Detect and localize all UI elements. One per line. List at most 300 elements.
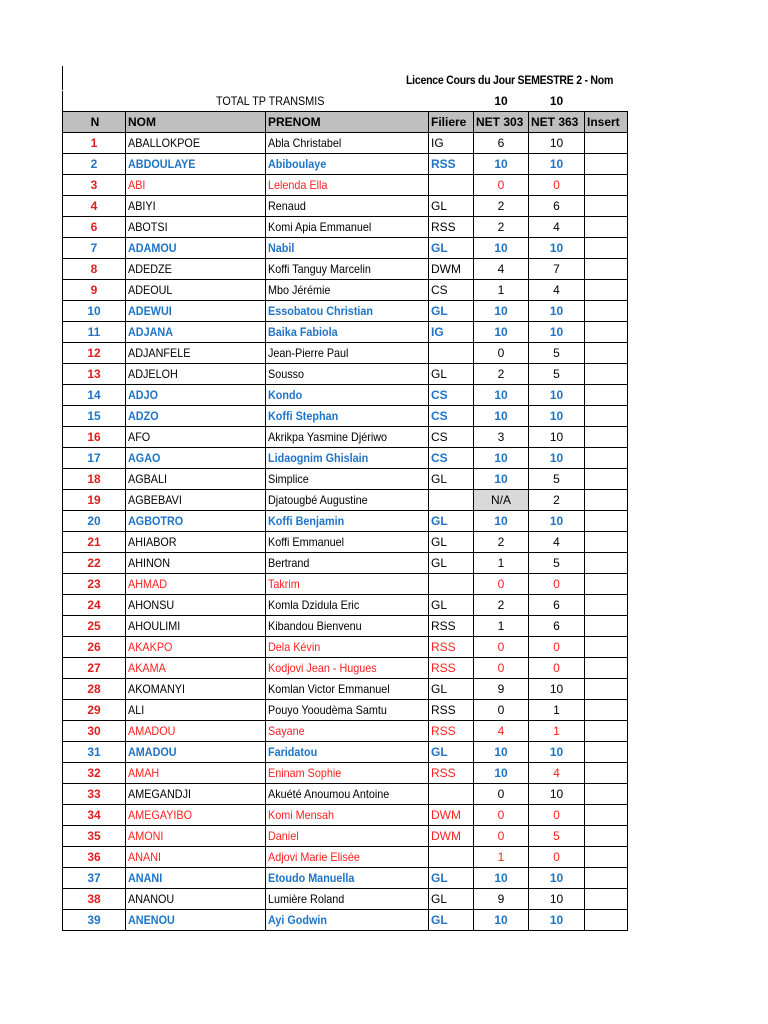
cell-prenom[interactable] [266, 196, 429, 217]
cell-net363[interactable]: 6 [529, 196, 585, 217]
cell-insert[interactable] [585, 553, 628, 574]
header-net363[interactable]: NET 363 [529, 112, 585, 133]
cell-n[interactable]: 18 [63, 469, 126, 490]
cell-insert[interactable] [585, 532, 628, 553]
cell-net363[interactable]: 5 [529, 826, 585, 847]
cell-n[interactable]: 13 [63, 364, 126, 385]
cell-n[interactable]: 8 [63, 259, 126, 280]
cell-net303[interactable]: 10 [474, 910, 529, 931]
cell-net363[interactable]: 10 [529, 448, 585, 469]
cell-prenom[interactable] [266, 532, 429, 553]
cell-prenom-text: Abiboulaye [268, 157, 327, 171]
cell-net363[interactable]: 4 [529, 217, 585, 238]
cell-filiere[interactable]: GL [429, 679, 474, 700]
cell-nom[interactable] [126, 784, 266, 805]
cell-n[interactable]: 3 [63, 175, 126, 196]
cell-filiere[interactable] [429, 784, 474, 805]
cell-nom[interactable] [126, 259, 266, 280]
cell-n[interactable]: 31 [63, 742, 126, 763]
cell-filiere[interactable]: RSS [429, 616, 474, 637]
header-filiere[interactable]: Filiere [429, 112, 474, 133]
cell-prenom[interactable] [266, 511, 429, 532]
cell-filiere[interactable]: GL [429, 532, 474, 553]
cell-filiere[interactable]: IG [429, 133, 474, 154]
total-row [63, 91, 628, 112]
cell-net363[interactable]: 10 [529, 868, 585, 889]
cell-net303[interactable]: 9 [474, 889, 529, 910]
cell-prenom[interactable] [266, 469, 429, 490]
cell-prenom[interactable] [266, 427, 429, 448]
cell-net363[interactable]: 10 [529, 679, 585, 700]
cell-prenom[interactable] [266, 574, 429, 595]
cell-net363[interactable]: 10 [529, 154, 585, 175]
cell-net303[interactable]: 2 [474, 217, 529, 238]
cell-filiere[interactable]: GL [429, 742, 474, 763]
cell-net363[interactable]: 5 [529, 553, 585, 574]
cell-nom[interactable] [126, 154, 266, 175]
cell-net363[interactable]: 7 [529, 259, 585, 280]
cell-nom[interactable] [126, 868, 266, 889]
cell-filiere[interactable]: GL [429, 910, 474, 931]
cell-nom-text: ALI [128, 703, 145, 717]
cell-n[interactable]: 6 [63, 217, 126, 238]
cell-net363[interactable]: 10 [529, 742, 585, 763]
cell-net303[interactable]: 2 [474, 595, 529, 616]
cell-filiere[interactable]: GL [429, 868, 474, 889]
cell-n[interactable]: 17 [63, 448, 126, 469]
cell-insert[interactable] [585, 469, 628, 490]
cell-net303[interactable]: 10 [474, 511, 529, 532]
cell-net363[interactable]: 10 [529, 238, 585, 259]
cell-insert[interactable] [585, 574, 628, 595]
cell-net363[interactable]: 1 [529, 721, 585, 742]
cell-net303[interactable]: 1 [474, 553, 529, 574]
cell-n[interactable]: 26 [63, 637, 126, 658]
header-insert[interactable]: Insert [585, 112, 628, 133]
cell-filiere[interactable]: GL [429, 553, 474, 574]
cell-net303[interactable]: 10 [474, 385, 529, 406]
cell-net303[interactable]: 10 [474, 154, 529, 175]
cell-prenom[interactable] [266, 448, 429, 469]
cell-filiere[interactable]: CS [429, 427, 474, 448]
cell-n[interactable]: 28 [63, 679, 126, 700]
cell-nom[interactable] [126, 658, 266, 679]
cell-n[interactable]: 32 [63, 763, 126, 784]
cell-prenom[interactable] [266, 259, 429, 280]
cell-prenom[interactable] [266, 721, 429, 742]
cell-insert[interactable] [585, 637, 628, 658]
cell-prenom[interactable] [266, 406, 429, 427]
sheet-left-border [62, 66, 63, 90]
cell-net363[interactable]: 0 [529, 805, 585, 826]
cell-filiere[interactable]: RSS [429, 637, 474, 658]
cell-insert[interactable] [585, 868, 628, 889]
cell-n[interactable]: 37 [63, 868, 126, 889]
cell-filiere[interactable]: DWM [429, 826, 474, 847]
cell-prenom-text: Mbo Jérémie [268, 283, 331, 297]
table-row [63, 910, 628, 931]
cell-net363[interactable]: 4 [529, 280, 585, 301]
cell-net363[interactable]: 6 [529, 595, 585, 616]
cell-net363[interactable]: 10 [529, 301, 585, 322]
cell-net363[interactable]: 0 [529, 637, 585, 658]
cell-n[interactable]: 34 [63, 805, 126, 826]
cell-nom[interactable] [126, 427, 266, 448]
cell-nom-text: AKAMA [128, 661, 166, 675]
cell-filiere[interactable]: CS [429, 448, 474, 469]
cell-insert[interactable] [585, 238, 628, 259]
cell-net303[interactable]: N/A [474, 490, 529, 511]
cell-filiere[interactable]: CS [429, 385, 474, 406]
cell-prenom[interactable] [266, 763, 429, 784]
cell-filiere[interactable]: GL [429, 889, 474, 910]
cell-n[interactable]: 21 [63, 532, 126, 553]
cell-prenom[interactable] [266, 133, 429, 154]
cell-nom[interactable] [126, 217, 266, 238]
cell-prenom[interactable] [266, 343, 429, 364]
cell-n[interactable]: 14 [63, 385, 126, 406]
cell-insert[interactable] [585, 490, 628, 511]
cell-nom[interactable] [126, 469, 266, 490]
cell-prenom[interactable] [266, 847, 429, 868]
cell-nom[interactable] [126, 301, 266, 322]
cell-n[interactable]: 39 [63, 910, 126, 931]
cell-nom[interactable] [126, 889, 266, 910]
cell-insert[interactable] [585, 700, 628, 721]
header-row [63, 112, 628, 133]
cell-prenom[interactable] [266, 595, 429, 616]
cell-nom[interactable] [126, 364, 266, 385]
cell-nom[interactable] [126, 763, 266, 784]
cell-nom[interactable] [126, 721, 266, 742]
cell-insert[interactable] [585, 784, 628, 805]
cell-net303[interactable]: 0 [474, 175, 529, 196]
cell-n[interactable]: 19 [63, 490, 126, 511]
cell-net303[interactable]: 10 [474, 301, 529, 322]
table-row [63, 175, 628, 196]
cell-prenom-text: Komi Mensah [268, 808, 335, 822]
cell-n[interactable]: 35 [63, 826, 126, 847]
cell-n[interactable]: 36 [63, 847, 126, 868]
cell-insert[interactable] [585, 679, 628, 700]
cell-filiere[interactable]: GL [429, 196, 474, 217]
cell-prenom[interactable] [266, 154, 429, 175]
cell-net363[interactable]: 0 [529, 175, 585, 196]
cell-net363[interactable]: 10 [529, 322, 585, 343]
cell-prenom-text: Kondo [268, 388, 303, 402]
cell-nom[interactable] [126, 175, 266, 196]
cell-insert[interactable] [585, 196, 628, 217]
cell-n[interactable]: 7 [63, 238, 126, 259]
cell-net303[interactable]: 0 [474, 637, 529, 658]
cell-nom[interactable] [126, 490, 266, 511]
cell-nom[interactable] [126, 385, 266, 406]
cell-insert[interactable] [585, 322, 628, 343]
cell-net303[interactable]: 0 [474, 658, 529, 679]
cell-filiere[interactable] [429, 847, 474, 868]
cell-n[interactable]: 29 [63, 700, 126, 721]
cell-filiere[interactable]: DWM [429, 259, 474, 280]
table-row [63, 469, 628, 490]
cell-insert[interactable] [585, 175, 628, 196]
cell-insert[interactable] [585, 763, 628, 784]
cell-net363[interactable]: 10 [529, 910, 585, 931]
cell-insert[interactable] [585, 343, 628, 364]
cell-nom[interactable] [126, 133, 266, 154]
cell-net303[interactable]: 0 [474, 805, 529, 826]
cell-prenom[interactable] [266, 658, 429, 679]
cell-n[interactable]: 20 [63, 511, 126, 532]
cell-net303[interactable]: 1 [474, 847, 529, 868]
cell-insert[interactable] [585, 658, 628, 679]
cell-insert[interactable] [585, 826, 628, 847]
cell-insert[interactable] [585, 301, 628, 322]
cell-net363[interactable]: 10 [529, 427, 585, 448]
cell-net303[interactable]: 4 [474, 721, 529, 742]
cell-nom[interactable] [126, 322, 266, 343]
cell-insert[interactable] [585, 427, 628, 448]
table-row [63, 637, 628, 658]
cell-net303[interactable]: 4 [474, 259, 529, 280]
table-row [63, 595, 628, 616]
cell-insert[interactable] [585, 406, 628, 427]
cell-n[interactable]: 15 [63, 406, 126, 427]
cell-n[interactable]: 16 [63, 427, 126, 448]
cell-insert[interactable] [585, 847, 628, 868]
cell-prenom[interactable] [266, 637, 429, 658]
cell-n[interactable]: 10 [63, 301, 126, 322]
cell-filiere[interactable]: GL [429, 238, 474, 259]
cell-net303[interactable]: 10 [474, 406, 529, 427]
cell-net363[interactable]: 10 [529, 511, 585, 532]
cell-net303[interactable]: 2 [474, 364, 529, 385]
cell-n[interactable]: 38 [63, 889, 126, 910]
cell-nom[interactable] [126, 805, 266, 826]
cell-filiere[interactable]: RSS [429, 763, 474, 784]
cell-filiere[interactable]: GL [429, 364, 474, 385]
cell-insert[interactable] [585, 616, 628, 637]
table-row [63, 763, 628, 784]
cell-nom[interactable] [126, 910, 266, 931]
cell-insert[interactable] [585, 511, 628, 532]
cell-filiere[interactable]: CS [429, 406, 474, 427]
cell-n[interactable]: 4 [63, 196, 126, 217]
cell-n[interactable]: 25 [63, 616, 126, 637]
cell-net303[interactable]: 0 [474, 343, 529, 364]
cell-nom[interactable] [126, 700, 266, 721]
cell-filiere[interactable]: CS [429, 280, 474, 301]
cell-n[interactable]: 33 [63, 784, 126, 805]
cell-net303[interactable]: 10 [474, 238, 529, 259]
cell-filiere[interactable]: GL [429, 469, 474, 490]
cell-nom-text: AKOMANYI [128, 682, 186, 696]
cell-insert[interactable] [585, 154, 628, 175]
cell-net303[interactable]: 10 [474, 763, 529, 784]
cell-prenom-text: Sousso [268, 367, 305, 381]
cell-net363[interactable]: 1 [529, 700, 585, 721]
cell-net363[interactable]: 10 [529, 385, 585, 406]
cell-prenom[interactable] [266, 910, 429, 931]
cell-n[interactable]: 12 [63, 343, 126, 364]
cell-net363[interactable]: 10 [529, 406, 585, 427]
cell-insert[interactable] [585, 259, 628, 280]
cell-nom[interactable] [126, 553, 266, 574]
cell-net303[interactable]: 10 [474, 742, 529, 763]
cell-filiere[interactable] [429, 175, 474, 196]
cell-nom[interactable] [126, 196, 266, 217]
cell-filiere[interactable]: GL [429, 595, 474, 616]
cell-prenom[interactable] [266, 364, 429, 385]
cell-insert[interactable] [585, 595, 628, 616]
cell-nom[interactable] [126, 679, 266, 700]
cell-net363[interactable]: 5 [529, 364, 585, 385]
cell-n[interactable]: 2 [63, 154, 126, 175]
table-row [63, 385, 628, 406]
cell-filiere[interactable] [429, 574, 474, 595]
cell-net303[interactable]: 3 [474, 427, 529, 448]
cell-net363[interactable]: 2 [529, 490, 585, 511]
cell-nom[interactable] [126, 595, 266, 616]
cell-insert[interactable] [585, 364, 628, 385]
table-row [63, 511, 628, 532]
cell-nom-text: ANANI [128, 850, 162, 864]
cell-prenom[interactable] [266, 553, 429, 574]
cell-prenom[interactable] [266, 301, 429, 322]
cell-n[interactable]: 11 [63, 322, 126, 343]
cell-nom-text: AHONSU [128, 598, 175, 612]
cell-net363[interactable]: 0 [529, 658, 585, 679]
cell-net303[interactable]: 0 [474, 826, 529, 847]
cell-filiere[interactable]: GL [429, 301, 474, 322]
cell-filiere[interactable]: RSS [429, 217, 474, 238]
cell-nom-text: AGBEBAVI [128, 493, 182, 507]
cell-insert[interactable] [585, 133, 628, 154]
cell-prenom[interactable] [266, 217, 429, 238]
cell-net303[interactable]: 10 [474, 469, 529, 490]
cell-filiere[interactable]: IG [429, 322, 474, 343]
cell-net363[interactable]: 0 [529, 847, 585, 868]
cell-net303[interactable]: 0 [474, 784, 529, 805]
cell-insert[interactable] [585, 889, 628, 910]
cell-prenom[interactable] [266, 616, 429, 637]
cell-filiere[interactable]: RSS [429, 658, 474, 679]
cell-prenom[interactable] [266, 490, 429, 511]
header-n[interactable]: N [63, 112, 126, 133]
cell-prenom[interactable] [266, 238, 429, 259]
cell-nom[interactable] [126, 448, 266, 469]
cell-insert[interactable] [585, 910, 628, 931]
cell-net363[interactable]: 6 [529, 616, 585, 637]
cell-filiere[interactable]: RSS [429, 700, 474, 721]
cell-prenom[interactable] [266, 679, 429, 700]
cell-n[interactable]: 24 [63, 595, 126, 616]
cell-insert[interactable] [585, 448, 628, 469]
cell-net303[interactable]: 2 [474, 532, 529, 553]
cell-insert[interactable] [585, 721, 628, 742]
cell-filiere[interactable]: DWM [429, 805, 474, 826]
cell-insert[interactable] [585, 280, 628, 301]
cell-insert[interactable] [585, 217, 628, 238]
cell-filiere[interactable] [429, 343, 474, 364]
cell-net363[interactable]: 0 [529, 574, 585, 595]
cell-net363[interactable]: 10 [529, 784, 585, 805]
cell-prenom[interactable] [266, 700, 429, 721]
header-net303[interactable]: NET 303 [474, 112, 529, 133]
cell-net303[interactable]: 10 [474, 322, 529, 343]
cell-net363[interactable]: 4 [529, 532, 585, 553]
cell-n[interactable]: 1 [63, 133, 126, 154]
cell-nom-text: AGBALI [128, 472, 168, 486]
cell-insert[interactable] [585, 385, 628, 406]
cell-nom[interactable] [126, 280, 266, 301]
header-prenom[interactable]: PRENOM [266, 112, 429, 133]
cell-nom[interactable] [126, 238, 266, 259]
table-row [63, 343, 628, 364]
cell-prenom[interactable] [266, 385, 429, 406]
cell-net303[interactable]: 0 [474, 574, 529, 595]
cell-prenom-text: Djatougbé Augustine [268, 493, 368, 507]
cell-nom[interactable] [126, 532, 266, 553]
cell-nom[interactable] [126, 847, 266, 868]
cell-n[interactable]: 23 [63, 574, 126, 595]
cell-prenom[interactable] [266, 868, 429, 889]
cell-nom[interactable] [126, 616, 266, 637]
header-nom[interactable]: NOM [126, 112, 266, 133]
cell-nom[interactable] [126, 742, 266, 763]
cell-n[interactable]: 30 [63, 721, 126, 742]
cell-insert[interactable] [585, 805, 628, 826]
cell-prenom[interactable] [266, 322, 429, 343]
cell-net303[interactable]: 0 [474, 700, 529, 721]
cell-n[interactable]: 9 [63, 280, 126, 301]
cell-net303[interactable]: 1 [474, 616, 529, 637]
cell-nom[interactable] [126, 343, 266, 364]
cell-prenom[interactable] [266, 742, 429, 763]
cell-net363[interactable]: 5 [529, 343, 585, 364]
cell-net363[interactable]: 10 [529, 889, 585, 910]
table-row [63, 574, 628, 595]
cell-net303[interactable]: 6 [474, 133, 529, 154]
cell-net303[interactable]: 10 [474, 868, 529, 889]
table-row [63, 868, 628, 889]
cell-net303[interactable]: 1 [474, 280, 529, 301]
cell-n[interactable]: 22 [63, 553, 126, 574]
cell-prenom[interactable] [266, 805, 429, 826]
cell-prenom[interactable] [266, 280, 429, 301]
cell-prenom[interactable] [266, 784, 429, 805]
cell-nom[interactable] [126, 826, 266, 847]
cell-filiere[interactable]: GL [429, 511, 474, 532]
cell-prenom[interactable] [266, 889, 429, 910]
cell-n[interactable]: 27 [63, 658, 126, 679]
cell-net303[interactable]: 9 [474, 679, 529, 700]
cell-prenom[interactable] [266, 826, 429, 847]
cell-prenom[interactable] [266, 175, 429, 196]
cell-net363[interactable]: 5 [529, 469, 585, 490]
cell-filiere[interactable]: RSS [429, 721, 474, 742]
cell-net303[interactable]: 2 [474, 196, 529, 217]
cell-nom[interactable] [126, 574, 266, 595]
cell-filiere[interactable] [429, 490, 474, 511]
cell-nom[interactable] [126, 637, 266, 658]
cell-net363[interactable]: 4 [529, 763, 585, 784]
cell-net363[interactable]: 10 [529, 133, 585, 154]
cell-net303[interactable]: 10 [474, 448, 529, 469]
cell-filiere[interactable]: RSS [429, 154, 474, 175]
cell-nom[interactable] [126, 406, 266, 427]
cell-insert[interactable] [585, 742, 628, 763]
cell-nom[interactable] [126, 511, 266, 532]
